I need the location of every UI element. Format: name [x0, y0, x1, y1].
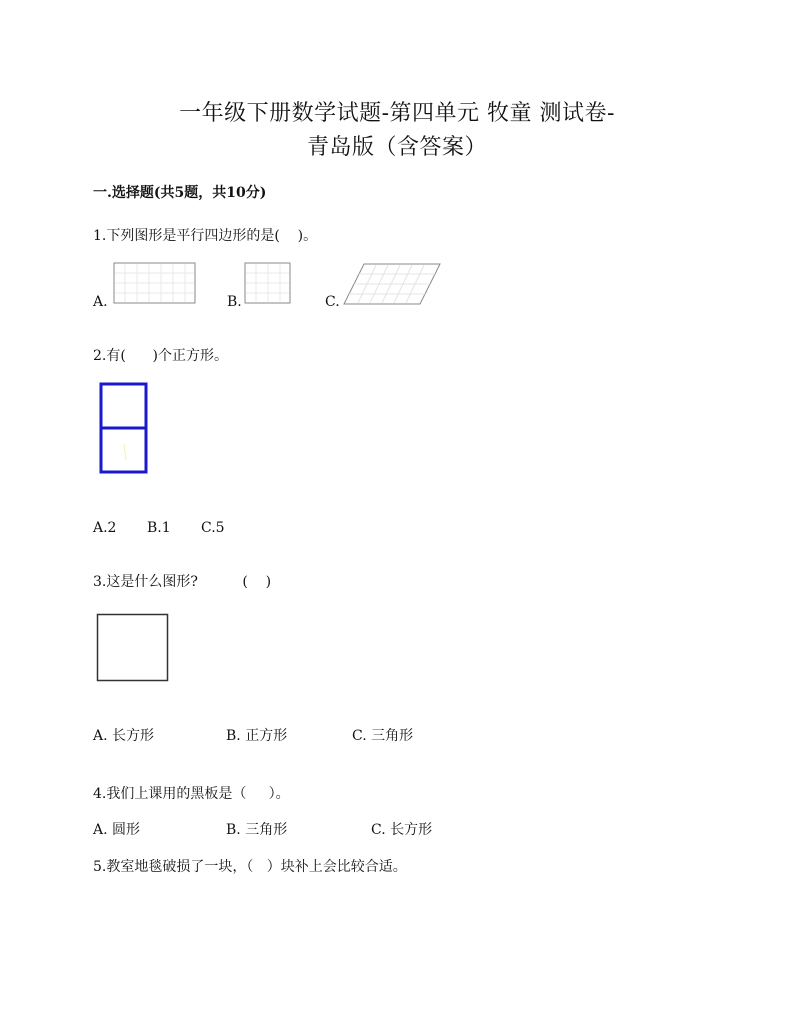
- document-title-line-1: 一年级下册数学试题-第四单元 牧童 测试卷-: [179, 101, 615, 126]
- document-title-line-2: 青岛版（含答案）: [306, 135, 487, 160]
- question-1-option-c: C.: [325, 294, 340, 310]
- question-2-option-b: B.1: [147, 520, 171, 536]
- question-1-option-a: A.: [93, 294, 108, 310]
- question-4-text: 4.我们上课用的黑板是（ ）。: [93, 786, 290, 802]
- question-4-option-b: B. 三角形: [226, 822, 288, 838]
- rectangle-figure-option-a: [113, 262, 197, 304]
- question-3-option-b: B. 正方形: [226, 728, 288, 744]
- question-1-text: 1.下列图形是平行四边形的是( )。: [93, 228, 318, 244]
- parallelogram-figure-option-c: [342, 262, 442, 306]
- question-3-text: 3.这是什么图形? ( ): [93, 574, 272, 590]
- question-4-option-c: C. 长方形: [371, 822, 433, 838]
- question-2-option-a: A.2: [93, 520, 117, 536]
- question-2-text: 2.有( )个正方形。: [93, 348, 228, 364]
- question-3-option-a: A. 长方形: [93, 728, 155, 744]
- question-2-option-c: C.5: [201, 520, 225, 536]
- section-heading: 一.选择题(共5题，共10分): [93, 185, 267, 201]
- question-1-option-b: B.: [227, 294, 242, 310]
- square-figure: [96, 613, 170, 683]
- question-5-text: 5.教室地毯破损了一块，（ ）块补上会比较合适。: [93, 859, 407, 875]
- two-stacked-squares-figure: [99, 382, 149, 475]
- square-figure-option-b: [244, 262, 292, 304]
- question-4-option-a: A. 圆形: [93, 822, 141, 838]
- question-3-option-c: C. 三角形: [352, 728, 414, 744]
